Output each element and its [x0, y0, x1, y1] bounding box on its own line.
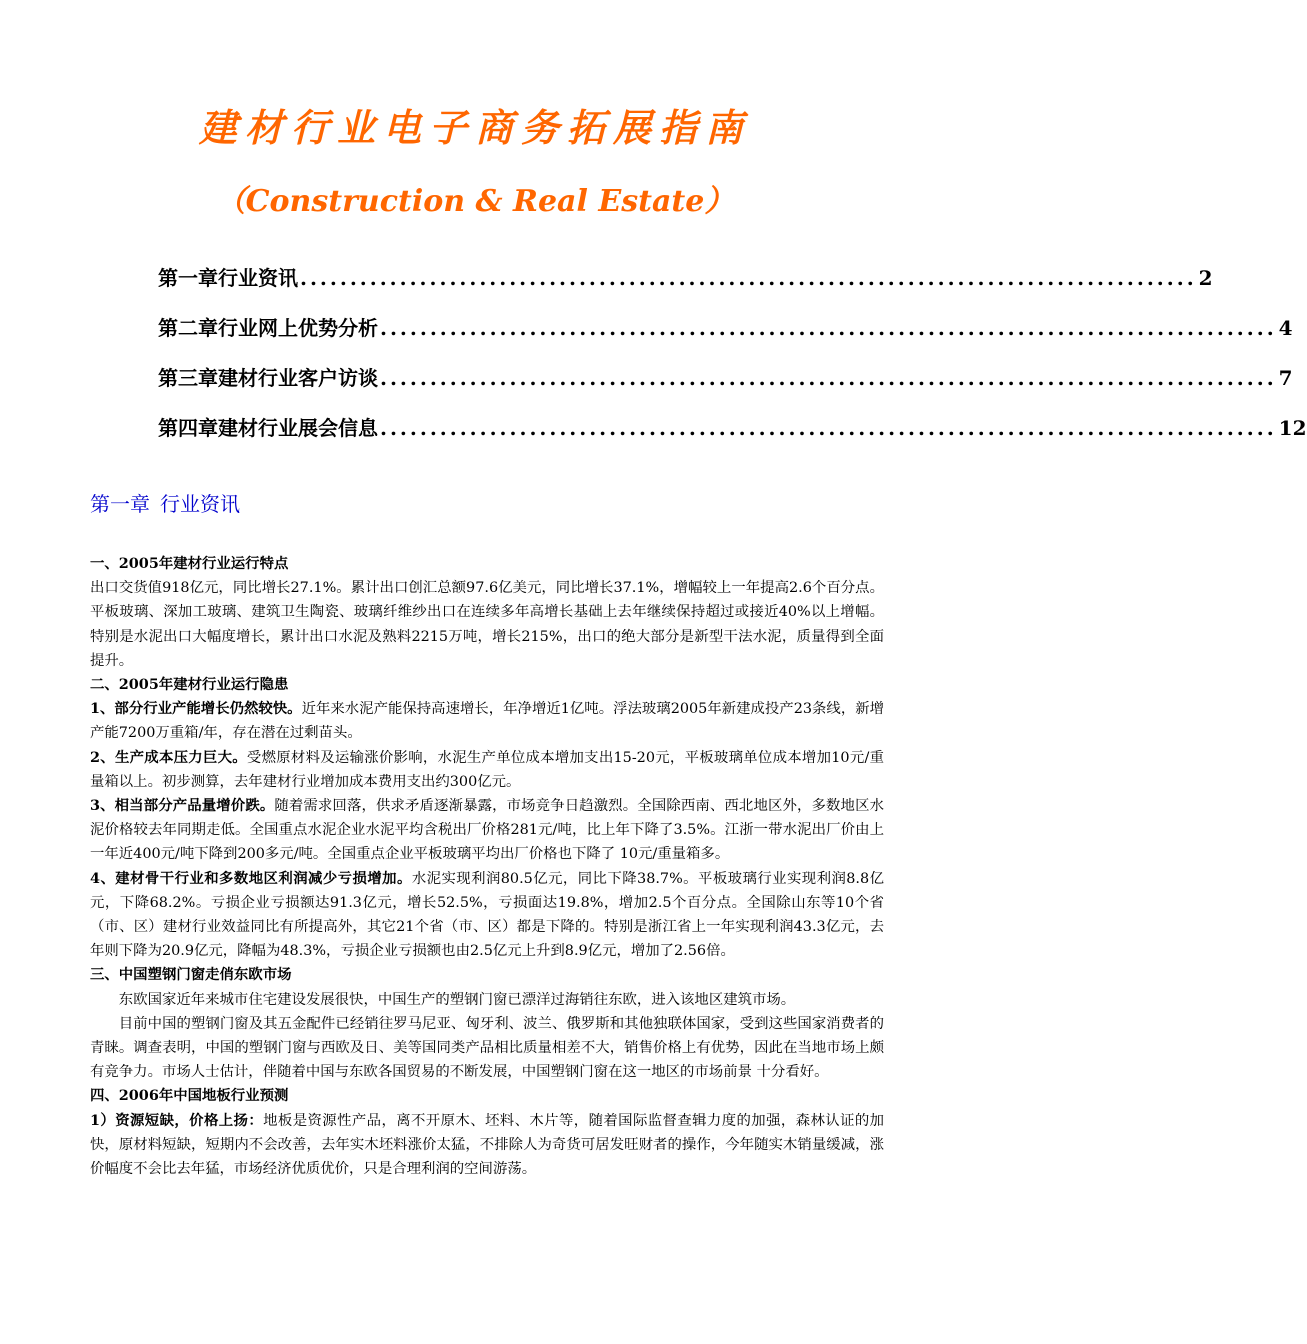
paragraph	[90, 1109, 884, 1182]
chapter-number: 第一章	[90, 492, 150, 516]
toc-page-number: 12	[1278, 416, 1307, 440]
toc-chapter-number: 第二章	[158, 316, 218, 340]
toc-chapter-name: 行业网上优势分析	[218, 316, 378, 340]
toc-chapter-number: 第四章	[158, 416, 218, 440]
toc-page-number: 4	[1278, 316, 1293, 340]
paragraph-lead: 1）资源短缺，价格上扬：	[90, 1111, 264, 1129]
paragraph-lead: 1、部分行业产能增长仍然较快。	[90, 700, 302, 718]
paragraph-lead: 3、相当部分产品量增价跌。	[90, 797, 275, 815]
paragraph-lead: 2、生产成本压力巨大。	[90, 748, 247, 766]
section-heading: 二、2005年建材行业运行隐患	[90, 676, 289, 694]
paragraph	[90, 867, 884, 964]
toc-chapter-number: 第三章	[158, 366, 218, 390]
toc-leader-dots: ..........................................................................................	[380, 416, 1277, 440]
toc-entry[interactable]	[158, 412, 1307, 462]
paragraph-text: 受燃原材料及运输涨价影响，水泥生产单位成本增加支出15-20元，平板玻璃单位成本增加10元/重量箱以上。初步测算，去年建材行业增加成本费用支出约300亿元。	[90, 749, 884, 790]
section-heading: 三、中国塑钢门窗走俏东欧市场	[90, 966, 292, 984]
toc-page-number: 7	[1278, 366, 1293, 390]
document-title: 建材行业电子商务拓展指南	[198, 105, 751, 150]
chapter-name: 行业资讯	[160, 492, 240, 516]
paragraph: 东欧国家近年来城市住宅建设发展很快，中国生产的塑钢门窗已漂洋过海销往东欧，进入该地区建筑市场。	[118, 991, 796, 1008]
toc-chapter-number: 第一章	[158, 266, 218, 290]
toc-leader-dots: ..........................................................................................	[380, 366, 1277, 390]
section-heading: 一、2005年建材行业运行特点	[90, 555, 289, 572]
paragraph: 出口交货值918亿元，同比增长27.1%。累计出口创汇总额97.6亿美元，同比增长37.1%，增幅较上一年提高2.6个百分点。平板玻璃、深加工玻璃、建筑卫生陶瓷、玻璃纤维纱出口在连续多年高增长基础上去年继续保持超过或接近40%以上增幅。特别是水泥出口大幅度增长，累计出口水泥及熟料2215万吨，增长215%，出口的绝大部分是新型干法水泥，质量得到全面提升。	[90, 580, 884, 669]
paragraph-text: 随着需求回落，供求矛盾逐渐暴露，市场竞争日趋激烈。全国除西南、西北地区外，多数地区水泥价格较去年同期走低。全国重点水泥企业水泥平均含税出厂价格281元/吨，比上年下降了3.5%。江浙一带水泥出厂价由上一年近400元/吨下降到200多元/吨。全国重点企业平板玻璃平均出厂价格也下降了 10元/重量箱多。	[90, 798, 884, 863]
paragraph	[90, 794, 884, 867]
toc-chapter-name: 建材行业客户访谈	[218, 366, 378, 390]
paragraph	[90, 697, 884, 745]
paragraph-text: 地板是资源性产品，离不开原木、坯料、木片等，随着国际监督查辑力度的加强，森林认证的加快，原材料短缺，短期内不会改善，去年实木坯料涨价太猛，不排除人为奇货可居发旺财者的操作，今年随实木销量缓减，涨价幅度不会比去年猛，市场经济优质优价，只是合理利润的空间游荡。	[90, 1112, 885, 1178]
section-heading: 四、2006年中国地板行业预测	[90, 1087, 289, 1105]
chapter-heading	[90, 488, 240, 517]
paragraph	[90, 746, 884, 794]
toc-chapter-name: 建材行业展会信息	[218, 416, 378, 440]
toc-page-number: 2	[1198, 266, 1213, 290]
toc-leader-dots: ..........................................................................................	[300, 266, 1197, 290]
chapter-body	[90, 552, 884, 1181]
table-of-contents	[158, 262, 1307, 462]
paragraph-text: 近年来水泥产能保持高速增长，年净增近1亿吨。浮法玻璃2005年新建成投产23条线，新增产能7200万重箱/年，存在潜在过剩苗头。	[90, 701, 885, 742]
toc-entry[interactable]	[158, 312, 1293, 362]
paragraph: 目前中国的塑钢门窗及其五金配件已经销往罗马尼亚、匈牙利、波兰、俄罗斯和其他独联体国家，受到这些国家消费者的青睐。调查表明，中国的塑钢门窗与西欧及日、美等国同类产品相比质量相差不大，销售价格上有优势，因此在当地市场上颇有竞争力。市场人士估计，伴随着中国与东欧各国贸易的不断发展，中国塑钢门窗在这一地区的市场前景 十分看好。	[90, 1015, 884, 1081]
toc-entry[interactable]	[158, 362, 1293, 412]
paragraph-lead: 4、建材骨干行业和多数地区利润减少亏损增加。	[90, 869, 412, 887]
toc-leader-dots: ..........................................................................................	[380, 316, 1277, 340]
paragraph-text: 水泥实现利润80.5亿元，同比下降38.7%。平板玻璃行业实现利润8.8亿元，下降68.2%。亏损企业亏损额达91.3亿元，增长52.5%，亏损面达19.8%，增加2.5个百分点。全国除山东等10个省（市、区）建材行业效益同比有所提高外，其它21个省（市、区）都是下降的。特别是浙江省上一年实现利润43.3亿元，去年则下降为20.9亿元，降幅为48.3%，亏损企业亏损额也由2.5亿元上升到8.9亿元，增加了2.56倍。	[90, 870, 884, 960]
document-subtitle: （Construction & Real Estate）	[215, 184, 735, 219]
toc-entry[interactable]	[158, 262, 1213, 312]
toc-chapter-name: 行业资讯	[218, 266, 298, 290]
